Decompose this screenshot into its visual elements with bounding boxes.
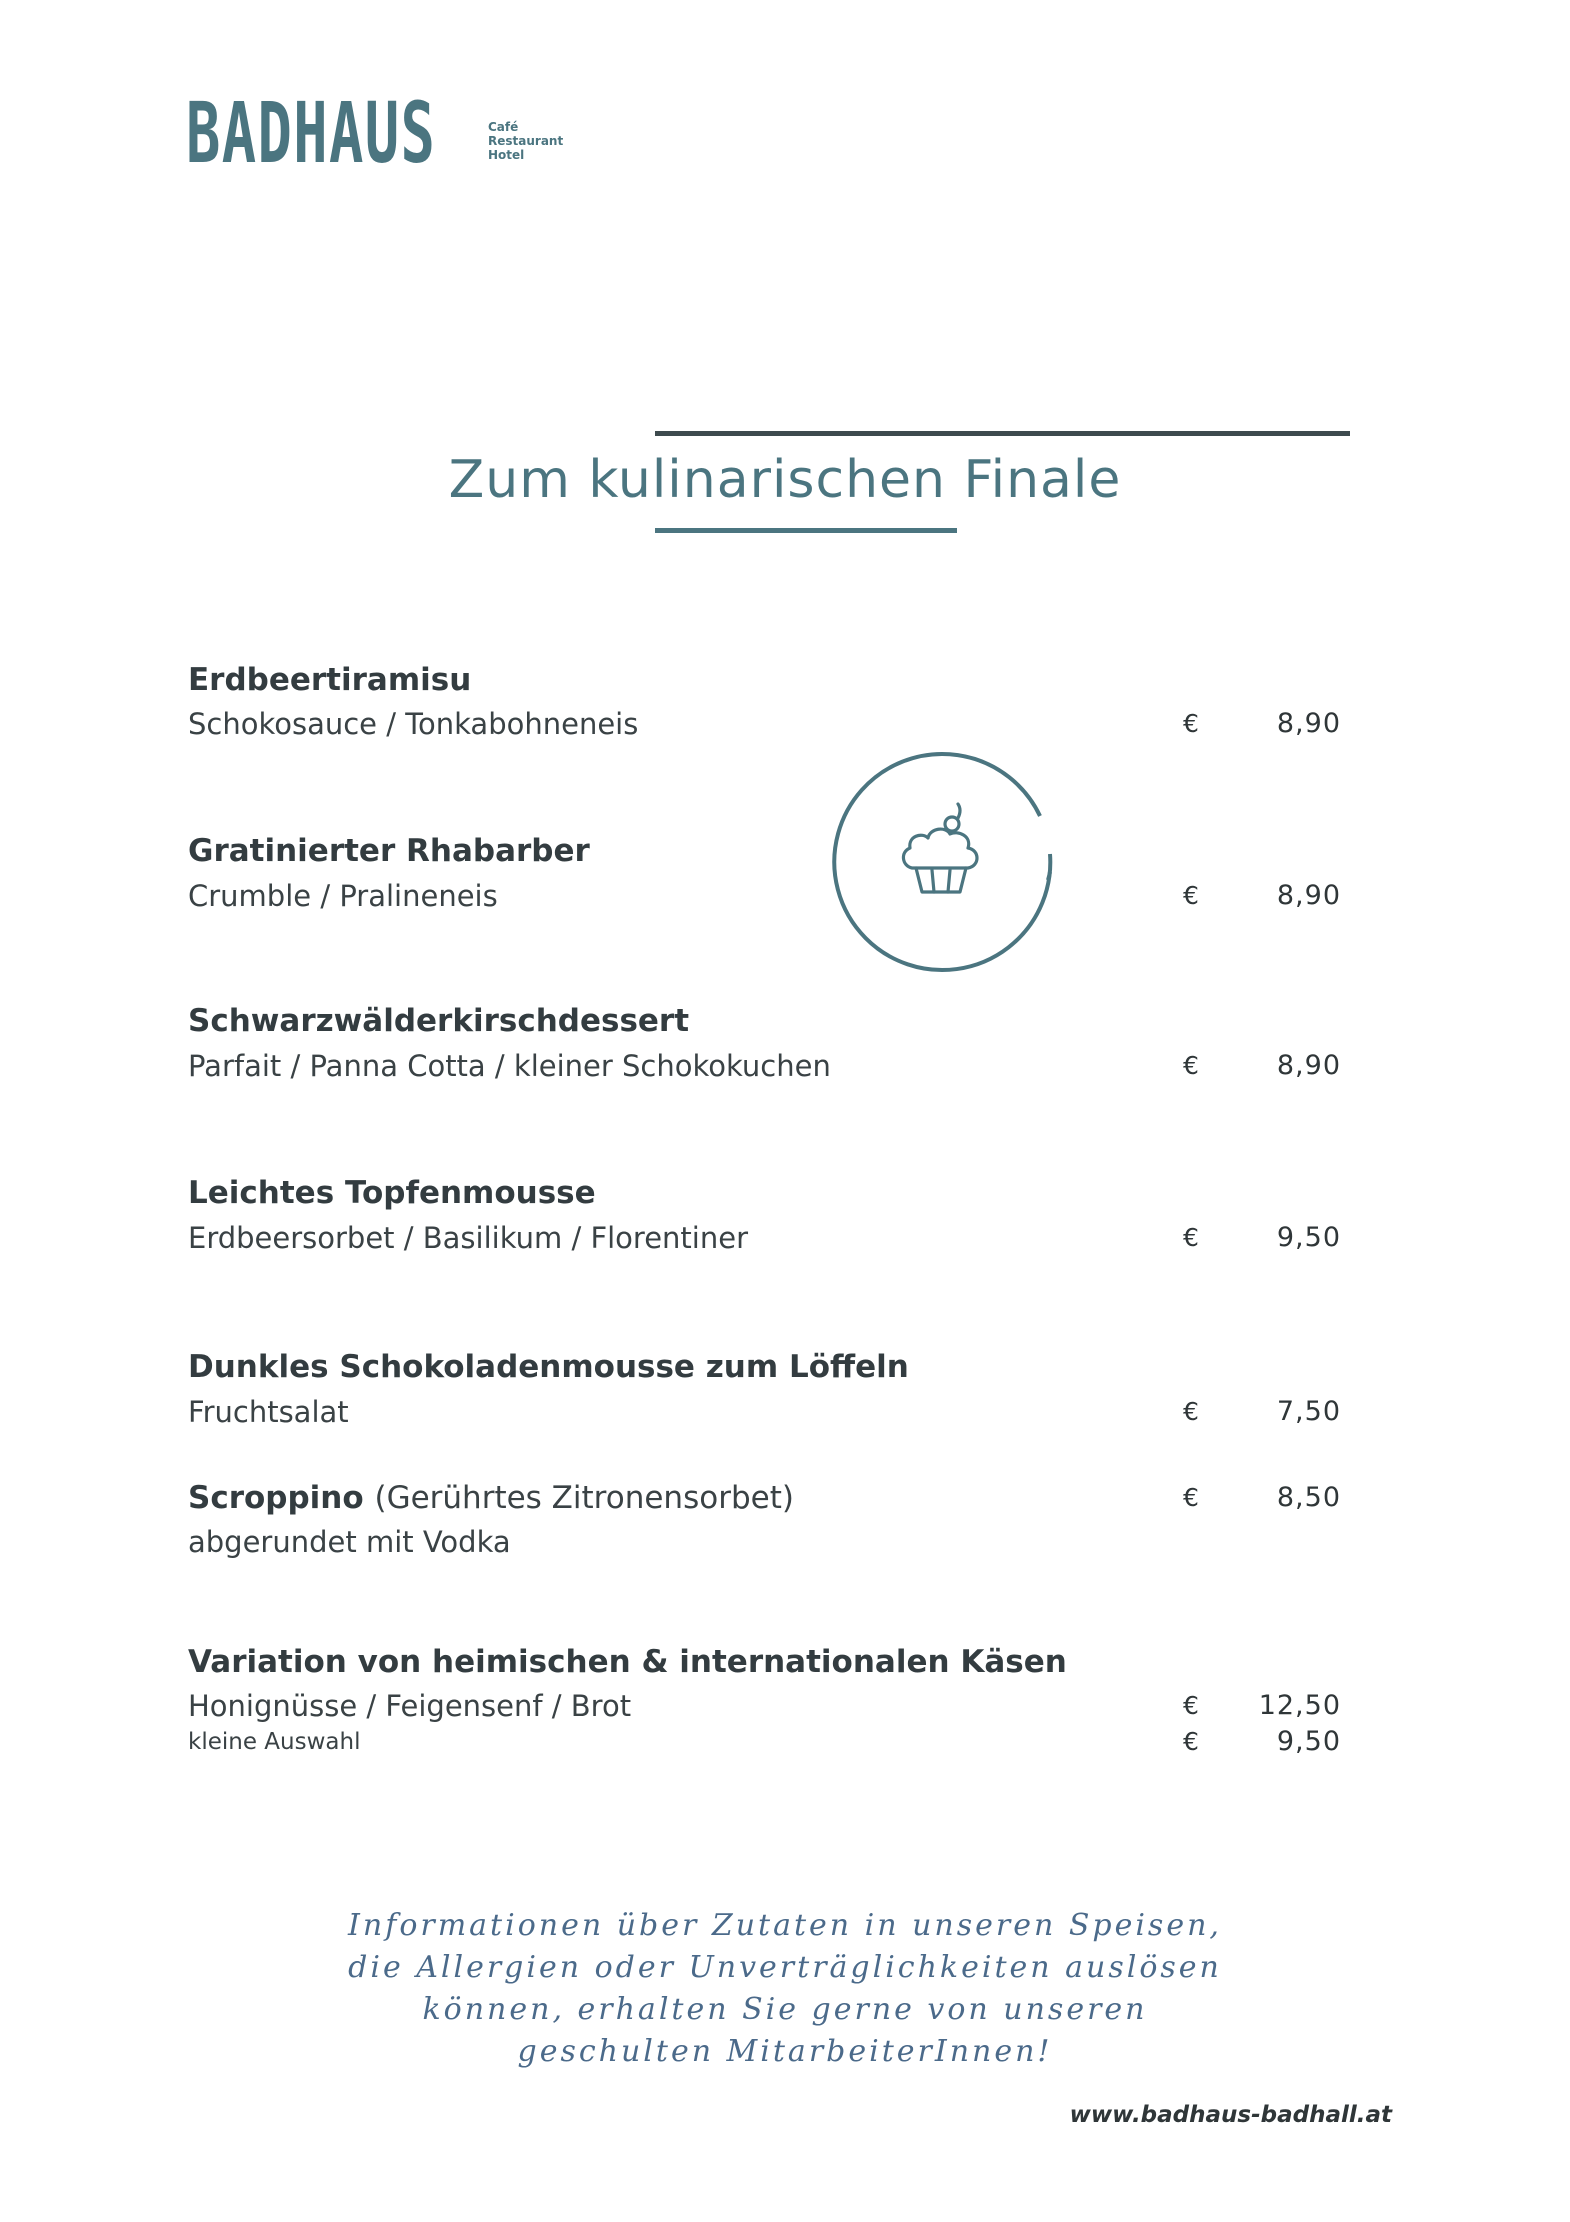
currency-symbol: € xyxy=(1183,1727,1199,1756)
item-name: Leichtes Topfenmousse xyxy=(188,1175,596,1211)
allergen-info-line: die Allergien oder Unverträglichkeiten auslösen xyxy=(348,1950,1222,1985)
currency-symbol: € xyxy=(1183,1483,1199,1512)
allergen-info-line: geschulten MitarbeiterInnen! xyxy=(517,2034,1053,2069)
page-title: Zum kulinarischen Finale xyxy=(448,450,1122,510)
title-rule-bottom xyxy=(655,528,957,533)
item-desc: abgerundet mit Vodka xyxy=(188,1525,511,1559)
currency-symbol: € xyxy=(1183,1223,1199,1252)
item-name: Dunkles Schokoladenmousse zum Löffeln xyxy=(188,1349,909,1385)
logo-sub-restaurant: Restaurant xyxy=(488,134,564,148)
allergen-info xyxy=(0,1905,1570,2073)
currency-symbol: € xyxy=(1183,1397,1199,1426)
item-price: 8,50 xyxy=(1276,1482,1341,1513)
currency-symbol: € xyxy=(1183,881,1199,910)
logo-sub-hotel: Hotel xyxy=(488,148,525,162)
item-name: Variation von heimischen & internationalen Käsen xyxy=(188,1644,1067,1680)
badge-ring xyxy=(834,754,1050,970)
item-price: 8,90 xyxy=(1276,1050,1341,1081)
currency-symbol: € xyxy=(1183,1691,1199,1720)
item-note: kleine Auswahl xyxy=(188,1729,361,1755)
item-desc: Honignüsse / Feigensenf / Brot xyxy=(188,1689,632,1723)
item-desc: Erdbeersorbet / Basilikum / Florentiner xyxy=(188,1221,749,1255)
item-name-extra: (Gerührtes Zitronensorbet) xyxy=(374,1480,794,1516)
title-rule-top xyxy=(655,431,1350,436)
allergen-info-line: Informationen über Zutaten in unseren Speisen, xyxy=(348,1908,1222,1943)
item-name: Erdbeertiramisu xyxy=(188,662,472,698)
item-price: 9,50 xyxy=(1276,1222,1341,1253)
item-desc: Crumble / Pralineneis xyxy=(188,879,498,913)
item-note-price: 9,50 xyxy=(1276,1726,1341,1757)
item-price: 12,50 xyxy=(1258,1690,1341,1721)
item-desc: Fruchtsalat xyxy=(188,1395,349,1429)
item-name: Schwarzwälderkirschdessert xyxy=(188,1003,690,1039)
item-price: 8,90 xyxy=(1276,708,1341,739)
item-price: 8,90 xyxy=(1276,880,1341,911)
cupcake-badge xyxy=(826,746,1058,978)
item-desc: Parfait / Panna Cotta / kleiner Schokokuchen xyxy=(188,1049,831,1083)
item-name xyxy=(188,1478,794,1518)
item-name-main: Scroppino xyxy=(188,1480,364,1516)
item-name: Gratinierter Rhabarber xyxy=(188,833,590,869)
cupcake-icon xyxy=(903,804,977,892)
allergen-info-line: können, erhalten Sie gerne von unseren xyxy=(422,1992,1148,2027)
website-link[interactable]: www.badhaus-badhall.at xyxy=(1069,2102,1392,2128)
logo-sub-cafe: Café xyxy=(488,120,519,134)
logo-subtitle xyxy=(488,120,608,162)
item-desc: Schokosauce / Tonkabohneneis xyxy=(188,707,639,741)
currency-symbol: € xyxy=(1183,709,1199,738)
logo-wordmark: BADHAUS xyxy=(186,84,437,182)
item-price: 7,50 xyxy=(1276,1396,1341,1427)
currency-symbol: € xyxy=(1183,1051,1199,1080)
